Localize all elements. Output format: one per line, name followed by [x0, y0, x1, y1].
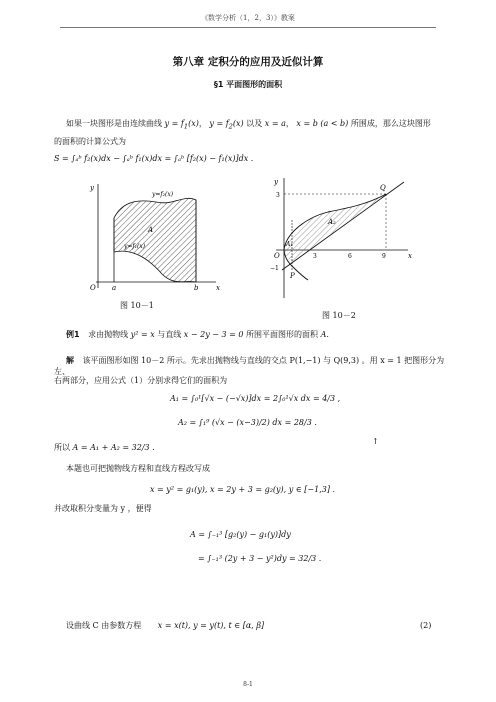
- header-rule: [60, 27, 436, 28]
- y-integral-2: = ∫₋₁³ (2y + 3 − y²)dy = 32/3 .: [198, 554, 322, 563]
- example-text-a: 求由抛物线: [88, 330, 129, 339]
- intro-text-3: 所围成，那么这块图形: [350, 119, 431, 128]
- fig1-label-a: a: [112, 284, 117, 292]
- area-sum-line: [54, 443, 454, 454]
- y-integral-1: A = ∫₋₁³ [g₂(y) − g₁(y)]dy: [190, 530, 291, 539]
- fig2-label-A1: A₁: [286, 241, 293, 248]
- example-text-c: 所围平面图形的面积: [246, 330, 319, 339]
- parametric-line: [54, 621, 466, 632]
- sum-prefix: 所以: [54, 443, 70, 452]
- figure-10-1: [84, 178, 224, 298]
- figure-10-2: [268, 172, 418, 308]
- fig2-tick-y3: 3: [276, 192, 280, 199]
- fig2-label-x: x: [408, 252, 412, 260]
- intro-line-2: 的面积的计算公式为: [54, 137, 126, 146]
- fig1-label-b: b: [194, 284, 199, 292]
- fig2-label-P: P: [290, 272, 295, 280]
- fig2-label-Q: Q: [380, 184, 386, 192]
- fig2-label-y: y: [274, 178, 278, 186]
- page-number: 8-1: [243, 681, 253, 688]
- alternative-intro: 本题也可把抛物线方程和直线方程改写成: [66, 464, 210, 473]
- area-sum: A = A₁ + A₂ = 32/3 .: [72, 443, 155, 452]
- fig1-label-A: A: [148, 226, 154, 234]
- chapter-title: 第八章 定积分的应用及近似计算: [172, 56, 324, 68]
- equation-number: (2): [420, 621, 432, 630]
- area-a1-formula: A₁ = ∫₀¹[√x − (−√x)]dx = 2∫₀¹√x dx = 4/3 ,: [170, 394, 341, 403]
- fig2-tick-ym1: −1: [270, 265, 279, 272]
- section-title: §1 平面图形的面积: [213, 80, 283, 89]
- fig1-label-o: O: [90, 284, 96, 292]
- solution-line-2: 右两部分，应用公式（1）分别求得它们的面积为: [54, 376, 228, 385]
- example-text-d: .: [326, 330, 329, 339]
- intro-text-1: 如果一块图形是由连续曲线: [66, 119, 162, 128]
- intro-paragraph: 如果一块图形是由连续曲线 $y = f_1(x)$， $y = f_2(x)$ 以及 x = a， x = b (a < b) 所围成，那么这块图形: [54, 119, 454, 132]
- solution-line-1: [54, 356, 454, 378]
- intro-text-2: 以及: [246, 119, 263, 128]
- example-text-b: 与直线: [157, 330, 182, 339]
- figure-10-1-caption: 图 10－1: [120, 301, 154, 310]
- fig1-label-x: x: [216, 284, 220, 292]
- solution-label: 解: [66, 356, 74, 365]
- area-a2-formula: A₂ = ∫₁⁹ (√x − (x−3)/2) dx = 28/3 .: [178, 418, 317, 427]
- fig1-region: [114, 198, 196, 282]
- main-formula: S = ∫ₐᵇ f₂(x)dx − ∫ₐᵇ f₁(x)dx = ∫ₐᵇ [f₂(x) − f₁(x)]dx .: [54, 154, 254, 163]
- example-label: 例1: [66, 330, 80, 339]
- alternative-equation: x = y² = g₁(y), x = 2y + 3 = g₂(y), y ∈ [−1,3] .: [150, 485, 336, 494]
- fig2-label-o: O: [274, 252, 280, 260]
- margin-mark: ↑: [372, 437, 379, 446]
- example-1: 例1 求由抛物线 y² = x 与直线 x − 2y − 3 = 0 所围平面图形的面积 A.: [54, 330, 454, 341]
- param-equation: x = x(t), y = y(t), t ∈ [α, β]: [157, 621, 265, 630]
- alternative-variable: 并改取积分变量为 y ，便得: [54, 504, 152, 513]
- fig2-tick-x6: 6: [348, 253, 352, 260]
- fig2-tick-x3: 3: [313, 253, 317, 260]
- fig1-label-f2: y=f₂(x): [152, 191, 174, 198]
- fig1-label-y: y: [90, 184, 94, 192]
- figure-10-2-caption: 图 10－2: [322, 311, 356, 320]
- param-text: 设曲线 C 由参数方程: [66, 621, 142, 630]
- fig2-tick-x9: 9: [382, 253, 386, 260]
- solution-text-1: 该平面图形如图 10－2 所示。先求出抛物线与直线的交点 P(1,−1) 与 Q(9,3) 。用 x = 1 把图形分为左、: [54, 356, 445, 376]
- fig1-label-f1: y=f₁(x): [124, 243, 146, 250]
- fig2-label-A2: A₂: [328, 218, 336, 226]
- page-header: 《数学分析（1，2，3）》教案: [201, 14, 295, 22]
